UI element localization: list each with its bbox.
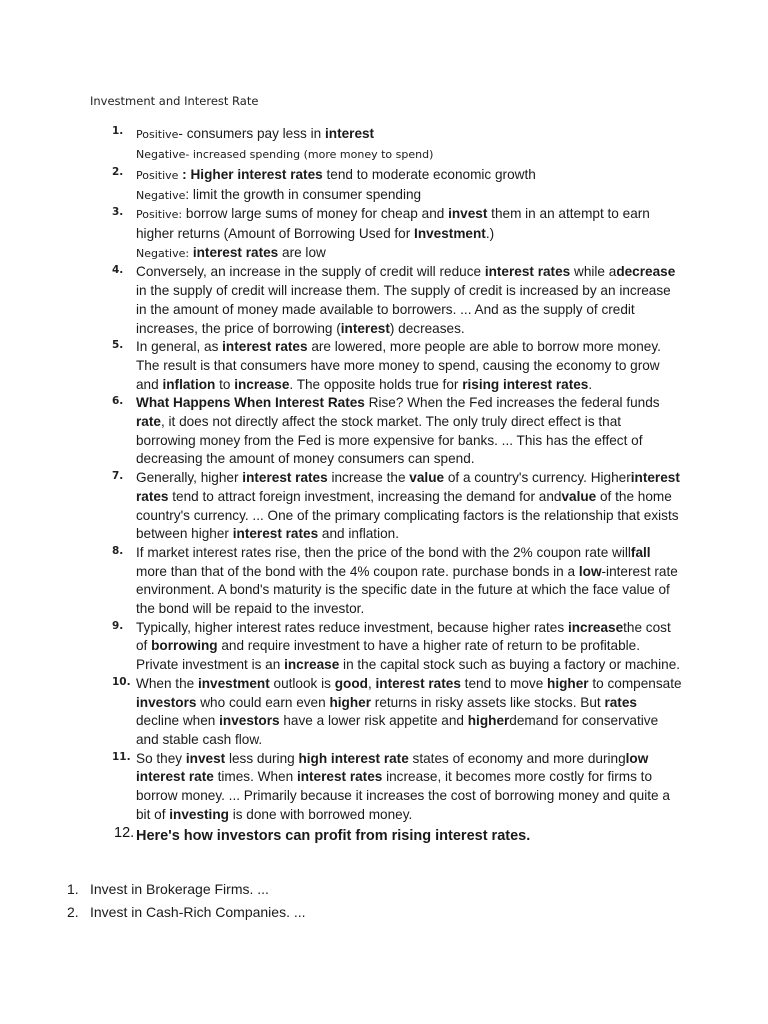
negative-line: Negative: limit the growth in consumer spending [136, 187, 422, 202]
list-item [0, 338, 768, 394]
list-item [0, 205, 768, 263]
item-paragraph: So they invest less during high interest rate states of economy and more duringlow interest rate times. When interest rates increase, it becomes more costly for firms to borrow money. ... Primarily because it increases the cost of borrowing money and quite a bit of investing is done with borrowed money. [136, 750, 670, 822]
positive-line: Positive- consumers pay less in interest [136, 126, 375, 141]
item-number: 11. [112, 750, 131, 763]
negative-line: Negative- increased spending (more money to spend) [136, 148, 434, 161]
item-number: 7. [112, 470, 124, 483]
item-paragraph: Conversely, an increase in the supply of credit will reduce interest rates while adecrease in the supply of credit will increase them. The supply of credit is increased by an increase in the amount of money made available to borrowers. ... And as the supply of credit increases, the price of borrowing (interest) decreases. [136, 264, 676, 336]
item-number: 1. [112, 125, 124, 137]
item-number: 3. [112, 206, 124, 218]
item-number: 2. [112, 166, 124, 178]
sub-list-item: 2. Invest in Cash-Rich Companies. ... [0, 901, 306, 924]
item-number: 10. [112, 675, 131, 688]
list-item [0, 825, 768, 847]
positive-label: Positive: [136, 208, 183, 221]
item-paragraph: Typically, higher interest rates reduce investment, because higher rates increasethe cost of borrowing and require investment to have a higher rate of return to be profitable. Private investment is an increase in the capital stock such as buying a factory or machine. [136, 619, 681, 673]
item-number: 8. [112, 544, 124, 557]
positive-line: Positive : Higher interest rates tend to moderate economic growth [136, 167, 536, 182]
item-number: 1. [67, 881, 79, 897]
item-number: 6. [112, 395, 124, 408]
positive-label: Positive [136, 169, 179, 182]
negative-line: Negative: interest rates are low [136, 245, 326, 261]
list-item [0, 675, 768, 750]
negative-label: Negative: [136, 247, 190, 261]
section-heading: Here's how investors can profit from rising interest rates. [136, 827, 531, 844]
item-number: 4. [112, 264, 124, 277]
document-title: Investment and Interest Rate [90, 94, 259, 108]
sub-list [0, 878, 306, 924]
sub-list-item: 1. Invest in Brokerage Firms. ... [0, 878, 306, 901]
list-item [0, 469, 768, 544]
item-number: 5. [112, 339, 124, 352]
item-paragraph: Generally, higher interest rates increase the value of a country's currency. Higherinterest rates tend to attract foreign investment, increasing the demand for andvalue of the home country's currency. ... One of the primary complicating factors is the relationship that exists between higher interest rates and inflation. [136, 470, 680, 542]
item-paragraph: When the investment outlook is good, interest rates tend to move higher to compensate investors who could earn even higher returns in risky assets like stocks. But rates decline when investors have a lower risk appetite and higherdemand for conservative and stable cash flow. [136, 675, 682, 747]
item-paragraph: In general, as interest rates are lowered, more people are able to borrow more money. The result is that consumers have more money to spend, causing the economy to grow and inflation to increase. The opposite holds true for rising interest rates. [136, 339, 661, 392]
list-item [0, 165, 768, 205]
positive-paragraph: Positive: borrow large sums of money for cheap and invest them in an attempt to earn higher returns (Amount of Borrowing Used for Investment.) [136, 206, 650, 241]
list-item [0, 750, 768, 825]
list-item [0, 394, 768, 469]
list-item [0, 263, 768, 338]
item-paragraph: What Happens When Interest Rates Rise? When the Fed increases the federal funds rate, it does not directly affect the stock market. The only truly direct effect is that borrowing money from the Fed is more expensive for banks. ... This has the effect of decreasing the amount of money consumers can spend. [136, 395, 660, 467]
list-item [0, 619, 768, 675]
positive-label: Positive [136, 128, 179, 141]
main-list [0, 124, 768, 847]
item-paragraph: If market interest rates rise, then the price of the bond with the 2% coupon rate willfall more than that of the bond with the 4% coupon rate. purchase bonds in a low-interest rate environment. A bond's maturity is the specific date in the future at which the face value of the bond will be repaid to the investor. [136, 544, 678, 617]
list-item [0, 544, 768, 619]
negative-label: Negative [136, 189, 186, 202]
item-number: 12. [114, 824, 135, 841]
item-number: 2. [67, 904, 79, 920]
list-item [0, 124, 768, 165]
item-number: 9. [112, 619, 124, 632]
